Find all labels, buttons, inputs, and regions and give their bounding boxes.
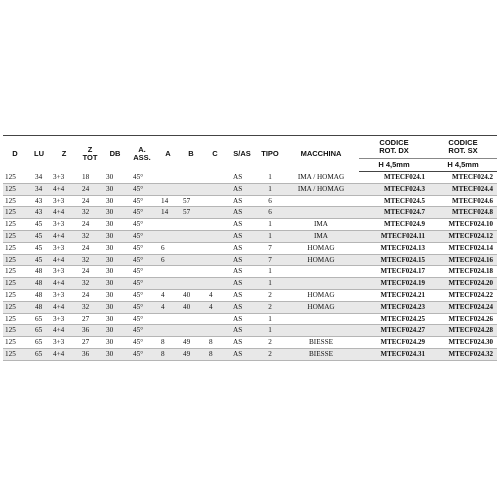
cell-sx: MTECF024.32 — [429, 348, 497, 360]
cell-tipo: 2 — [257, 337, 283, 349]
cell-db: 30 — [103, 230, 127, 242]
cell-dx: MTECF024.25 — [359, 313, 429, 325]
cell-d: 125 — [3, 289, 27, 301]
table-header — [3, 136, 497, 172]
cell-sx: MTECF024.28 — [429, 325, 497, 337]
cell-macchina — [283, 266, 359, 278]
table-row — [3, 254, 497, 266]
cell-d: 125 — [3, 254, 27, 266]
cell-db: 30 — [103, 254, 127, 266]
cell-sx: MTECF024.8 — [429, 207, 497, 219]
cell-sx: MTECF024.4 — [429, 183, 497, 195]
cell-db: 30 — [103, 266, 127, 278]
table-body — [3, 172, 497, 361]
product-code-table — [3, 135, 497, 361]
cell-z: 4+4 — [51, 254, 77, 266]
cell-c — [203, 266, 227, 278]
cell-d: 125 — [3, 325, 27, 337]
cell-macchina: IMA / HOMAG — [283, 183, 359, 195]
table-row — [3, 195, 497, 207]
cell-d: 125 — [3, 195, 27, 207]
cell-ass: 45° — [127, 207, 157, 219]
cell-sx: MTECF024.26 — [429, 313, 497, 325]
cell-tipo: 2 — [257, 301, 283, 313]
table-row — [3, 278, 497, 290]
cell-z: 3+3 — [51, 172, 77, 184]
cell-a — [157, 219, 179, 231]
cell-ztot: 18 — [77, 172, 103, 184]
cell-z: 4+4 — [51, 278, 77, 290]
table-row — [3, 207, 497, 219]
cell-tipo: 6 — [257, 195, 283, 207]
cell-a — [157, 313, 179, 325]
cell-lu: 48 — [27, 266, 51, 278]
cell-sas: AS — [227, 207, 257, 219]
cell-macchina: BIESSE — [283, 348, 359, 360]
cell-sx: MTECF024.10 — [429, 219, 497, 231]
cell-c — [203, 242, 227, 254]
table-row — [3, 325, 497, 337]
cell-dx: MTECF024.19 — [359, 278, 429, 290]
cell-ass: 45° — [127, 337, 157, 349]
cell-ztot: 32 — [77, 207, 103, 219]
cell-z: 4+4 — [51, 230, 77, 242]
cell-a: 4 — [157, 301, 179, 313]
table-row — [3, 219, 497, 231]
cell-sas: AS — [227, 242, 257, 254]
cell-dx: MTECF024.7 — [359, 207, 429, 219]
cell-b — [179, 325, 203, 337]
cell-db: 30 — [103, 325, 127, 337]
cell-dx: MTECF024.9 — [359, 219, 429, 231]
cell-dx: MTECF024.31 — [359, 348, 429, 360]
cell-a: 4 — [157, 289, 179, 301]
cell-b — [179, 254, 203, 266]
cell-macchina: HOMAG — [283, 242, 359, 254]
cell-dx: MTECF024.13 — [359, 242, 429, 254]
cell-macchina: IMA — [283, 219, 359, 231]
cell-sas: AS — [227, 348, 257, 360]
cell-d: 125 — [3, 172, 27, 184]
cell-dx: MTECF024.15 — [359, 254, 429, 266]
cell-dx: MTECF024.11 — [359, 230, 429, 242]
cell-ztot: 32 — [77, 278, 103, 290]
cell-c: 4 — [203, 301, 227, 313]
cell-ztot: 32 — [77, 301, 103, 313]
cell-db: 30 — [103, 337, 127, 349]
cell-ztot: 27 — [77, 337, 103, 349]
cell-a — [157, 230, 179, 242]
cell-macchina: HOMAG — [283, 301, 359, 313]
cell-lu: 65 — [27, 325, 51, 337]
cell-lu: 45 — [27, 254, 51, 266]
cell-sas: AS — [227, 337, 257, 349]
cell-dx: MTECF024.5 — [359, 195, 429, 207]
cell-tipo: 1 — [257, 325, 283, 337]
cell-lu: 45 — [27, 242, 51, 254]
cell-macchina — [283, 325, 359, 337]
cell-ass: 45° — [127, 348, 157, 360]
cell-db: 30 — [103, 195, 127, 207]
cell-b: 49 — [179, 337, 203, 349]
cell-sas: AS — [227, 195, 257, 207]
cell-tipo: 1 — [257, 219, 283, 231]
cell-ass: 45° — [127, 172, 157, 184]
cell-b: 40 — [179, 289, 203, 301]
header-c: C — [203, 136, 227, 172]
cell-ztot: 24 — [77, 289, 103, 301]
cell-z: 4+4 — [51, 348, 77, 360]
cell-z: 4+4 — [51, 301, 77, 313]
cell-tipo: 1 — [257, 278, 283, 290]
cell-sx: MTECF024.14 — [429, 242, 497, 254]
cell-c — [203, 278, 227, 290]
cell-z: 3+3 — [51, 242, 77, 254]
cell-ztot: 27 — [77, 313, 103, 325]
cell-dx: MTECF024.21 — [359, 289, 429, 301]
cell-b: 57 — [179, 195, 203, 207]
cell-b — [179, 242, 203, 254]
cell-sas: AS — [227, 230, 257, 242]
cell-tipo: 1 — [257, 230, 283, 242]
cell-a — [157, 278, 179, 290]
cell-macchina: IMA — [283, 230, 359, 242]
cell-b — [179, 172, 203, 184]
cell-macchina — [283, 195, 359, 207]
cell-b — [179, 278, 203, 290]
cell-sas: AS — [227, 172, 257, 184]
cell-sas: AS — [227, 183, 257, 195]
cell-c — [203, 325, 227, 337]
cell-c — [203, 219, 227, 231]
cell-c — [203, 313, 227, 325]
table-row — [3, 183, 497, 195]
cell-d: 125 — [3, 230, 27, 242]
cell-b: 57 — [179, 207, 203, 219]
table-row — [3, 337, 497, 349]
cell-db: 30 — [103, 278, 127, 290]
cell-db: 30 — [103, 289, 127, 301]
cell-a — [157, 266, 179, 278]
cell-db: 30 — [103, 313, 127, 325]
cell-a — [157, 172, 179, 184]
cell-z: 3+3 — [51, 195, 77, 207]
cell-dx: MTECF024.1 — [359, 172, 429, 184]
product-code-table-container — [3, 135, 497, 361]
cell-z: 4+4 — [51, 183, 77, 195]
cell-ass: 45° — [127, 266, 157, 278]
cell-tipo: 1 — [257, 313, 283, 325]
cell-lu: 34 — [27, 172, 51, 184]
cell-db: 30 — [103, 172, 127, 184]
cell-ztot: 32 — [77, 254, 103, 266]
header-macchina: MACCHINA — [283, 136, 359, 172]
table-row — [3, 172, 497, 184]
cell-dx: MTECF024.29 — [359, 337, 429, 349]
cell-c: 4 — [203, 289, 227, 301]
cell-z: 3+3 — [51, 289, 77, 301]
header-codice-rot-dx: CODICE ROT. DX — [359, 136, 429, 159]
cell-sas: AS — [227, 325, 257, 337]
cell-ztot: 24 — [77, 219, 103, 231]
cell-macchina: BIESSE — [283, 337, 359, 349]
table-row — [3, 266, 497, 278]
cell-ass: 45° — [127, 289, 157, 301]
cell-tipo: 1 — [257, 172, 283, 184]
cell-ass: 45° — [127, 195, 157, 207]
cell-d: 125 — [3, 301, 27, 313]
cell-d: 125 — [3, 207, 27, 219]
cell-dx: MTECF024.23 — [359, 301, 429, 313]
cell-db: 30 — [103, 301, 127, 313]
cell-b — [179, 230, 203, 242]
cell-sx: MTECF024.22 — [429, 289, 497, 301]
cell-sx: MTECF024.24 — [429, 301, 497, 313]
cell-a: 14 — [157, 195, 179, 207]
cell-lu: 43 — [27, 195, 51, 207]
cell-macchina — [283, 278, 359, 290]
cell-z: 4+4 — [51, 325, 77, 337]
cell-sx: MTECF024.18 — [429, 266, 497, 278]
cell-d: 125 — [3, 266, 27, 278]
header-sx-height: H 4,5mm — [429, 159, 497, 172]
cell-ztot: 24 — [77, 183, 103, 195]
cell-db: 30 — [103, 183, 127, 195]
cell-ass: 45° — [127, 183, 157, 195]
cell-sas: AS — [227, 301, 257, 313]
header-z: Z — [51, 136, 77, 172]
cell-sas: AS — [227, 266, 257, 278]
cell-c — [203, 183, 227, 195]
cell-sx: MTECF024.30 — [429, 337, 497, 349]
cell-z: 3+3 — [51, 219, 77, 231]
cell-z: 3+3 — [51, 266, 77, 278]
cell-c — [203, 207, 227, 219]
cell-a — [157, 183, 179, 195]
header-b: B — [179, 136, 203, 172]
cell-macchina: IMA / HOMAG — [283, 172, 359, 184]
cell-lu: 48 — [27, 278, 51, 290]
cell-dx: MTECF024.27 — [359, 325, 429, 337]
cell-a: 8 — [157, 348, 179, 360]
cell-sx: MTECF024.6 — [429, 195, 497, 207]
cell-db: 30 — [103, 219, 127, 231]
cell-b — [179, 219, 203, 231]
cell-lu: 65 — [27, 348, 51, 360]
cell-dx: MTECF024.17 — [359, 266, 429, 278]
cell-c — [203, 230, 227, 242]
cell-tipo: 1 — [257, 266, 283, 278]
cell-dx: MTECF024.3 — [359, 183, 429, 195]
cell-sas: AS — [227, 219, 257, 231]
cell-ztot: 24 — [77, 266, 103, 278]
cell-db: 30 — [103, 242, 127, 254]
cell-a — [157, 325, 179, 337]
header-d: D — [3, 136, 27, 172]
cell-db: 30 — [103, 348, 127, 360]
header-a-ass: A. ASS. — [127, 136, 157, 172]
cell-lu: 45 — [27, 219, 51, 231]
cell-a: 8 — [157, 337, 179, 349]
cell-ztot: 24 — [77, 242, 103, 254]
cell-ass: 45° — [127, 325, 157, 337]
cell-ztot: 32 — [77, 230, 103, 242]
cell-sx: MTECF024.16 — [429, 254, 497, 266]
cell-b: 49 — [179, 348, 203, 360]
cell-sas: AS — [227, 313, 257, 325]
cell-ass: 45° — [127, 219, 157, 231]
cell-d: 125 — [3, 183, 27, 195]
cell-a: 14 — [157, 207, 179, 219]
cell-d: 125 — [3, 219, 27, 231]
table-row — [3, 242, 497, 254]
cell-db: 30 — [103, 207, 127, 219]
cell-ztot: 36 — [77, 348, 103, 360]
cell-ztot: 24 — [77, 195, 103, 207]
cell-ass: 45° — [127, 242, 157, 254]
cell-lu: 65 — [27, 313, 51, 325]
cell-b — [179, 266, 203, 278]
cell-ass: 45° — [127, 313, 157, 325]
cell-lu: 48 — [27, 289, 51, 301]
cell-ass: 45° — [127, 278, 157, 290]
cell-sx: MTECF024.12 — [429, 230, 497, 242]
cell-c: 8 — [203, 348, 227, 360]
cell-tipo: 1 — [257, 183, 283, 195]
cell-tipo: 7 — [257, 254, 283, 266]
cell-ass: 45° — [127, 254, 157, 266]
header-a: A — [157, 136, 179, 172]
cell-macchina — [283, 313, 359, 325]
header-lu: LU — [27, 136, 51, 172]
cell-z: 4+4 — [51, 207, 77, 219]
cell-c — [203, 195, 227, 207]
cell-tipo: 2 — [257, 289, 283, 301]
cell-d: 125 — [3, 313, 27, 325]
cell-tipo: 7 — [257, 242, 283, 254]
table-row — [3, 289, 497, 301]
cell-z: 3+3 — [51, 337, 77, 349]
cell-macchina — [283, 207, 359, 219]
header-dx-height: H 4,5mm — [359, 159, 429, 172]
cell-b — [179, 183, 203, 195]
cell-sas: AS — [227, 278, 257, 290]
cell-d: 125 — [3, 242, 27, 254]
header-db: DB — [103, 136, 127, 172]
cell-c — [203, 254, 227, 266]
cell-z: 3+3 — [51, 313, 77, 325]
table-row — [3, 348, 497, 360]
cell-macchina: HOMAG — [283, 289, 359, 301]
cell-d: 125 — [3, 348, 27, 360]
cell-ass: 45° — [127, 230, 157, 242]
header-z-tot: Z TOT — [77, 136, 103, 172]
cell-a: 6 — [157, 242, 179, 254]
cell-ztot: 36 — [77, 325, 103, 337]
cell-b: 40 — [179, 301, 203, 313]
table-row — [3, 230, 497, 242]
header-codice-rot-sx: CODICE ROT. SX — [429, 136, 497, 159]
cell-d: 125 — [3, 278, 27, 290]
cell-lu: 65 — [27, 337, 51, 349]
cell-lu: 48 — [27, 301, 51, 313]
cell-lu: 43 — [27, 207, 51, 219]
table-row — [3, 313, 497, 325]
cell-macchina: HOMAG — [283, 254, 359, 266]
header-s-as: S/AS — [227, 136, 257, 172]
cell-c — [203, 172, 227, 184]
cell-tipo: 6 — [257, 207, 283, 219]
header-tipo: TIPO — [257, 136, 283, 172]
cell-sx: MTECF024.2 — [429, 172, 497, 184]
cell-sas: AS — [227, 289, 257, 301]
table-row — [3, 301, 497, 313]
cell-b — [179, 313, 203, 325]
cell-sx: MTECF024.20 — [429, 278, 497, 290]
cell-a: 6 — [157, 254, 179, 266]
cell-sas: AS — [227, 254, 257, 266]
cell-c: 8 — [203, 337, 227, 349]
cell-tipo: 2 — [257, 348, 283, 360]
cell-ass: 45° — [127, 301, 157, 313]
cell-lu: 45 — [27, 230, 51, 242]
cell-lu: 34 — [27, 183, 51, 195]
cell-d: 125 — [3, 337, 27, 349]
